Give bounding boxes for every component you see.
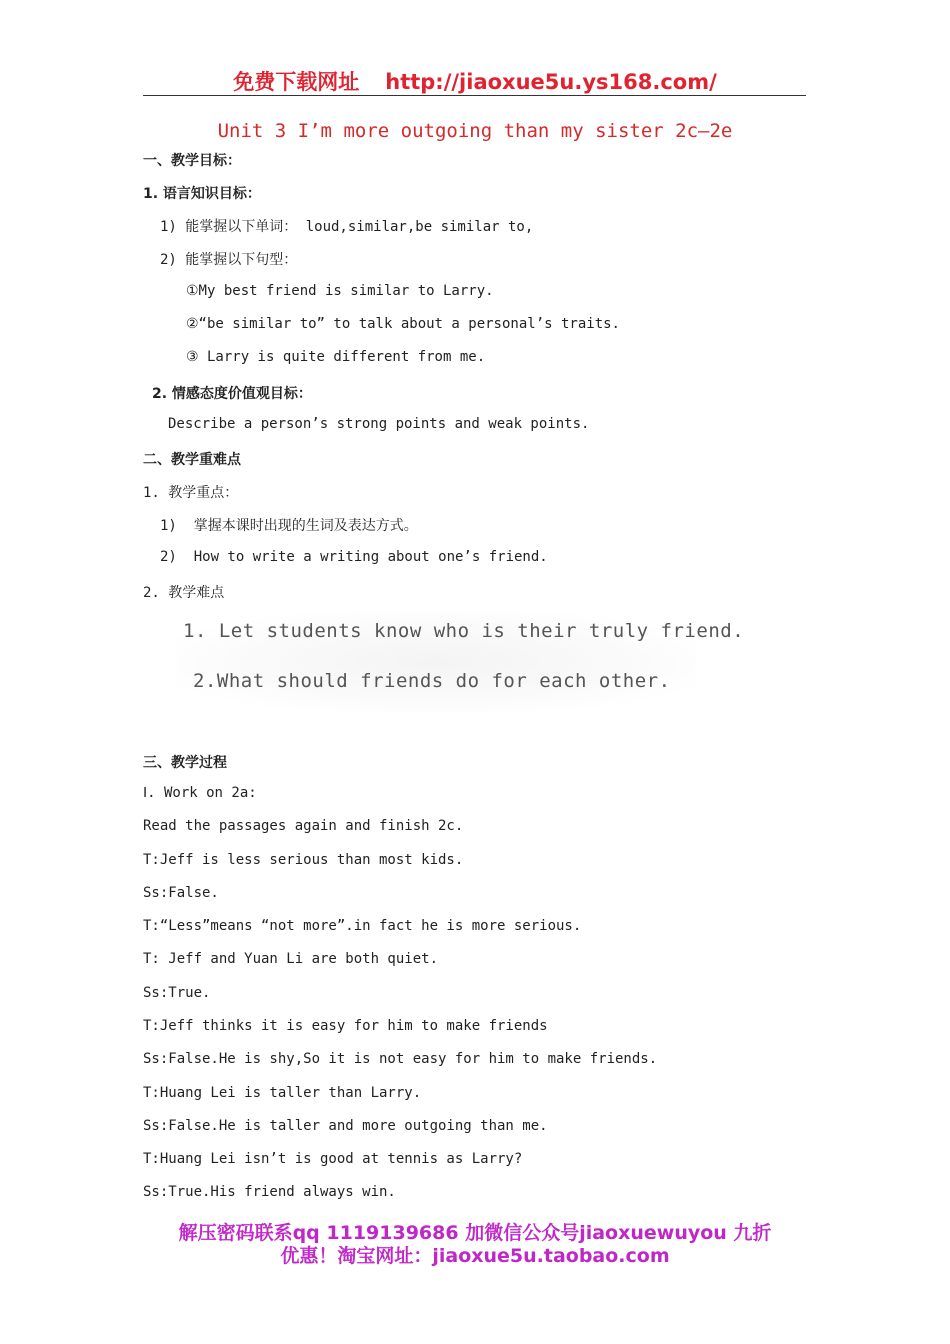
subsection-heading: 1. 语言知识目标： [143, 186, 261, 202]
header-divider [143, 95, 806, 96]
dialogue-line: T:Jeff is less serious than most kids. [143, 852, 464, 868]
section-heading: 一、教学目标： [143, 153, 241, 169]
list-item: 2) 能掌握以下句型： [160, 252, 298, 268]
page-title: Unit 3 I’m more outgoing than my sister 2c—2e [217, 120, 733, 142]
dialogue-line: Ss:False. [143, 885, 219, 901]
paragraph: Read the passages again and finish 2c. [143, 818, 464, 834]
dialogue-line: T: Jeff and Yuan Li are both quiet. [143, 951, 439, 967]
header-banner [0, 66, 950, 96]
dialogue-line: T:Huang Lei is taller than Larry. [143, 1085, 422, 1101]
list-item: ②“be similar to” to talk about a personal’s traits. [186, 316, 620, 332]
subsection-heading: 2. 教学难点 [143, 585, 225, 601]
embedded-image-line: 2.What should friends do for each other. [193, 670, 671, 692]
header-label: 免费下载网址 [233, 70, 360, 94]
paragraph: Ⅰ. Work on 2a: [143, 785, 257, 801]
list-item: 2) How to write a writing about one’s friend. [160, 549, 548, 565]
dialogue-line: Ss:False.He is shy,So it is not easy for him to make friends. [143, 1051, 658, 1067]
dialogue-line: T:Jeff thinks it is easy for him to make friends [143, 1018, 548, 1034]
subsection-heading: 1. 教学重点： [143, 485, 239, 501]
header-url-link[interactable]: http://jiaoxue5u.ys168.com/ [385, 70, 717, 94]
footer-taobao-link[interactable]: 优惠！淘宝网址：jiaoxue5u.taobao.com [280, 1245, 670, 1267]
list-item: ③ Larry is quite different from me. [186, 349, 486, 365]
dialogue-line: Ss:False.He is taller and more outgoing than me. [143, 1118, 548, 1134]
section-heading: 三、教学过程 [143, 755, 227, 771]
section-heading: 二、教学重难点 [143, 452, 241, 468]
list-item: ①My best friend is similar to Larry. [186, 283, 494, 299]
dialogue-line: Ss:True.His friend always win. [143, 1184, 396, 1200]
dialogue-line: Ss:True. [143, 985, 211, 1001]
dialogue-line: T:Huang Lei isn’t is good at tennis as Larry? [143, 1151, 523, 1167]
embedded-image-line: 1. Let students know who is their truly friend. [183, 620, 745, 642]
footer-contact: 解压密码联系qq 1119139686 加微信公众号jiaoxuewuyou 九折 [178, 1222, 772, 1244]
dialogue-line: T:“Less”means “not more”.in fact he is more serious. [143, 918, 582, 934]
subsection-heading: 2. 情感态度价值观目标： [152, 386, 312, 402]
paragraph: Describe a person’s strong points and weak points. [168, 416, 590, 432]
list-item: 1) 能掌握以下单词： loud,similar,be similar to, [160, 219, 534, 235]
list-item: 1) 掌握本课时出现的生词及表达方式。 [160, 518, 418, 534]
